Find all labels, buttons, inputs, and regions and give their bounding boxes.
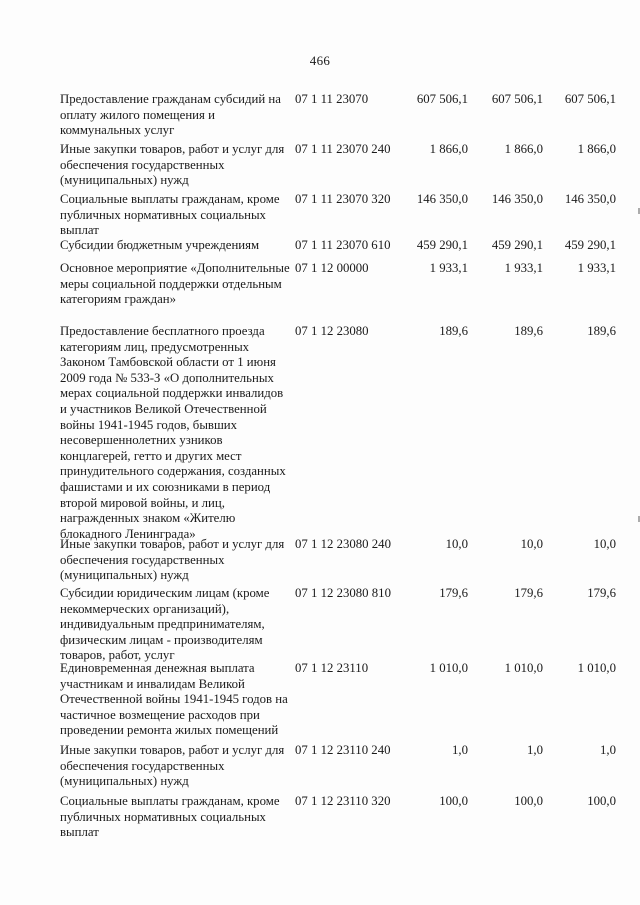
row-value-3: 189,6 <box>587 324 616 338</box>
row-value-1: 1 866,0 <box>429 142 468 156</box>
row-description: Иные закупки товаров, работ и услуг для обеспечения государственных (муниципальных) нужд <box>60 142 285 188</box>
row-value-3: 1 933,1 <box>577 261 616 275</box>
row-value-2: 459 290,1 <box>491 238 543 252</box>
row-value-1: 459 290,1 <box>416 238 468 252</box>
row-value-3: 607 506,1 <box>564 92 616 106</box>
page-number: 466 <box>309 53 331 68</box>
row-code: 07 1 11 23070 610 <box>295 238 391 252</box>
row-value-1: 1 933,1 <box>429 261 468 275</box>
row-value-2: 189,6 <box>514 324 543 338</box>
row-value-2: 10,0 <box>520 537 543 551</box>
row-value-2: 1 933,1 <box>504 261 543 275</box>
row-code: 07 1 11 23070 240 <box>295 142 391 156</box>
row-code: 07 1 11 23070 <box>295 92 369 106</box>
row-description: Предоставление гражданам субсидий на оплату жилого помещения и коммунальных услуг <box>60 92 281 138</box>
row-value-2: 179,6 <box>514 586 543 600</box>
row-code: 07 1 12 23110 <box>295 661 369 675</box>
row-code: 07 1 12 23080 <box>295 324 369 338</box>
row-value-3: 459 290,1 <box>564 238 616 252</box>
row-value-1: 100,0 <box>439 794 468 808</box>
row-description: Единовременная денежная выплата участникам и инвалидам Великой Отечественной войны 1941-1945 годов на частичное возмещение расходов при проведении ремонта жилых помещений <box>60 661 288 738</box>
row-value-2: 146 350,0 <box>491 192 543 206</box>
row-value-1: 189,6 <box>439 324 468 338</box>
row-value-1: 179,6 <box>439 586 468 600</box>
row-code: 07 1 12 23110 320 <box>295 794 391 808</box>
row-value-3: 179,6 <box>587 586 616 600</box>
row-value-3: 1 866,0 <box>577 142 616 156</box>
row-description: Иные закупки товаров, работ и услуг для обеспечения государственных (муниципальных) нужд <box>60 743 285 789</box>
row-description: Социальные выплаты гражданам, кроме публичных нормативных социальных выплат <box>60 794 280 840</box>
row-code: 07 1 12 00000 <box>295 261 369 275</box>
row-value-2: 1,0 <box>527 743 543 757</box>
row-value-3: 1 010,0 <box>577 661 616 675</box>
row-code: 07 1 12 23080 810 <box>295 586 391 600</box>
row-value-3: 146 350,0 <box>564 192 616 206</box>
row-value-1: 146 350,0 <box>416 192 468 206</box>
row-description: Основное мероприятие «Дополнительные меры социальной поддержки отдельным категориям граждан» <box>60 261 290 307</box>
row-value-2: 1 866,0 <box>504 142 543 156</box>
row-value-2: 100,0 <box>514 794 543 808</box>
row-value-2: 1 010,0 <box>504 661 543 675</box>
row-description: Социальные выплаты гражданам, кроме публичных нормативных социальных выплат <box>60 192 280 238</box>
row-description: Субсидии юридическим лицам (кроме некоммерческих организаций), индивидуальным предпринимателям, физическим лицам - производителям товаров, работ, услуг <box>60 586 270 663</box>
row-description: Предоставление бесплатного проезда категориям лиц, предусмотренных Законом Тамбовской области от 1 июня 2009 года № 533-З «О дополнительных мерах социальной поддержки инвалидов и участников Великой Отечественной войны 1941-1945 годов, бывших несовершеннолетних узников концлагерей, гетто и других мест принудительного содержания, созданных фашистами и их союзниками в период второй мировой войны, и лиц, награжденных знаком «Жителю блокадного Ленинграда» <box>60 324 286 541</box>
row-description: Субсидии бюджетным учреждениям <box>60 238 260 252</box>
row-value-1: 1,0 <box>452 743 468 757</box>
row-description: Иные закупки товаров, работ и услуг для обеспечения государственных (муниципальных) нужд <box>60 537 285 583</box>
row-value-1: 1 010,0 <box>429 661 468 675</box>
row-code: 07 1 11 23070 320 <box>295 192 391 206</box>
row-value-3: 1,0 <box>600 743 616 757</box>
row-code: 07 1 12 23080 240 <box>295 537 391 551</box>
row-code: 07 1 12 23110 240 <box>295 743 391 757</box>
row-value-1: 10,0 <box>445 537 468 551</box>
row-value-2: 607 506,1 <box>491 92 543 106</box>
row-value-3: 100,0 <box>587 794 616 808</box>
row-value-1: 607 506,1 <box>416 92 468 106</box>
row-value-3: 10,0 <box>593 537 616 551</box>
